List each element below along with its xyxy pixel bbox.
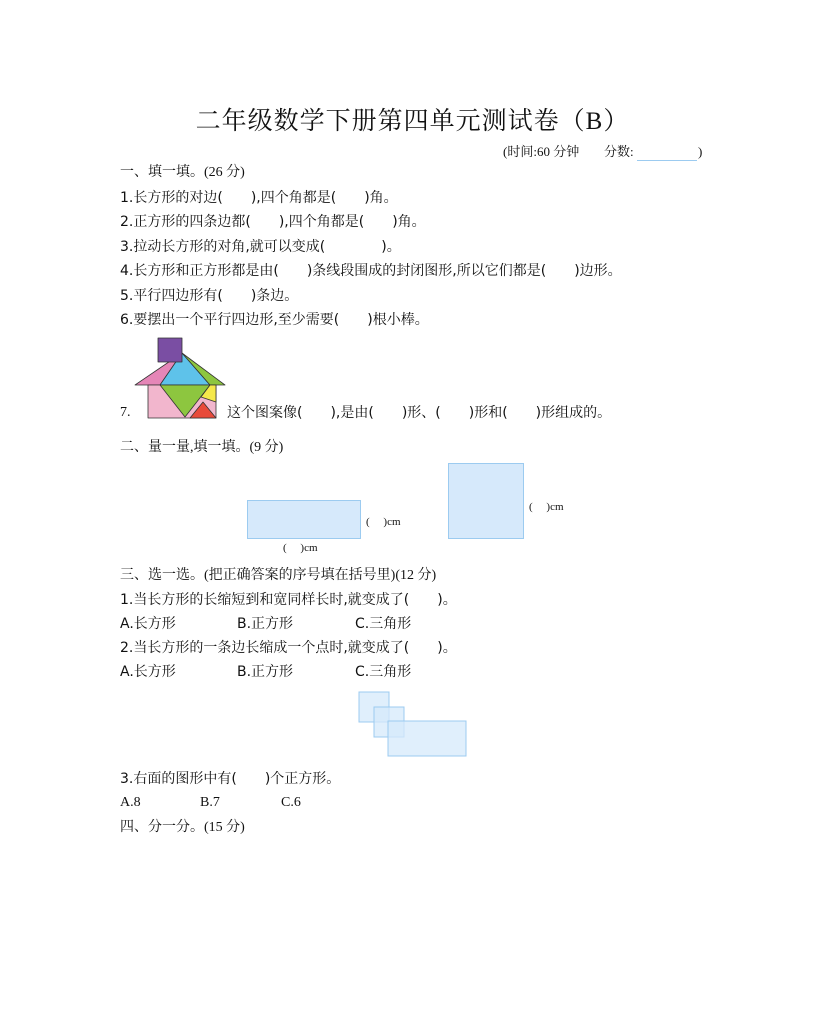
section3-question-2: 2.当长方形的一条边长缩成一个点时,就变成了( )。 [120,640,457,656]
q3-option-c: C.6 [281,795,301,810]
measure-square [448,463,524,539]
section1-item-7-text: 这个图案像( ),是由( )形、( )形和( )形组成的。 [227,405,612,421]
score-blank-line [637,145,697,161]
section1-item-6: 6.要摆出一个平行四边形,至少需要( )根小棒。 [120,312,429,328]
measure-rectangle [247,500,361,539]
section1-item-3: 3.拉动长方形的对角,就可以变成( )。 [120,239,401,255]
section3-heading: 三、选一选。(把正确答案的序号填在括号里)(12 分) [120,568,437,583]
q2-option-c: C.三角形 [355,664,412,680]
tangram-house-figure [133,336,228,421]
q2-option-b: B.正方形 [237,664,294,680]
score-label: 分数: [604,144,634,159]
q1-option-a: A.长方形 [120,616,176,632]
section1-item-1: 1.长方形的对边( ),四个角都是( )角。 [120,190,398,206]
q2-option-a: A.长方形 [120,664,176,680]
q3-option-a: A.8 [120,795,141,810]
score-close-paren: ) [698,144,703,159]
rectangle-bottom-length-label: ( )cm [283,542,318,554]
q3-option-b: B.7 [200,795,220,810]
q1-option-c: C.三角形 [355,616,412,632]
section2-heading: 二、量一量,填一填。(9 分) [120,440,284,455]
page-title: 二年级数学下册第四单元测试卷（B） [195,108,630,135]
time-limit: (时间:60 分钟 [503,144,580,159]
section1-item-5: 5.平行四边形有( )条边。 [120,288,299,304]
section3-question-3: 3.右面的图形中有( )个正方形。 [120,771,341,787]
section4-heading: 四、分一分。(15 分) [120,820,245,835]
overlap-rectangle [388,721,466,756]
section1-item-2: 2.正方形的四条边都( ),四个角都是( )角。 [120,214,426,230]
section1-heading: 一、填一填。(26 分) [120,165,245,180]
q1-option-b: B.正方形 [237,616,294,632]
section1-item-4: 4.长方形和正方形都是由( )条线段围成的封闭图形,所以它们都是( )边形。 [120,263,622,279]
square-side-length-label: ( )cm [529,501,564,513]
section1-item-7-number: 7. [120,405,131,420]
section3-question-1: 1.当长方形的长缩短到和宽同样长时,就变成了( )。 [120,592,457,608]
tangram-chimney-square [158,338,182,362]
rectangle-side-length-label: ( )cm [366,516,401,528]
overlapping-squares-figure [355,688,470,760]
